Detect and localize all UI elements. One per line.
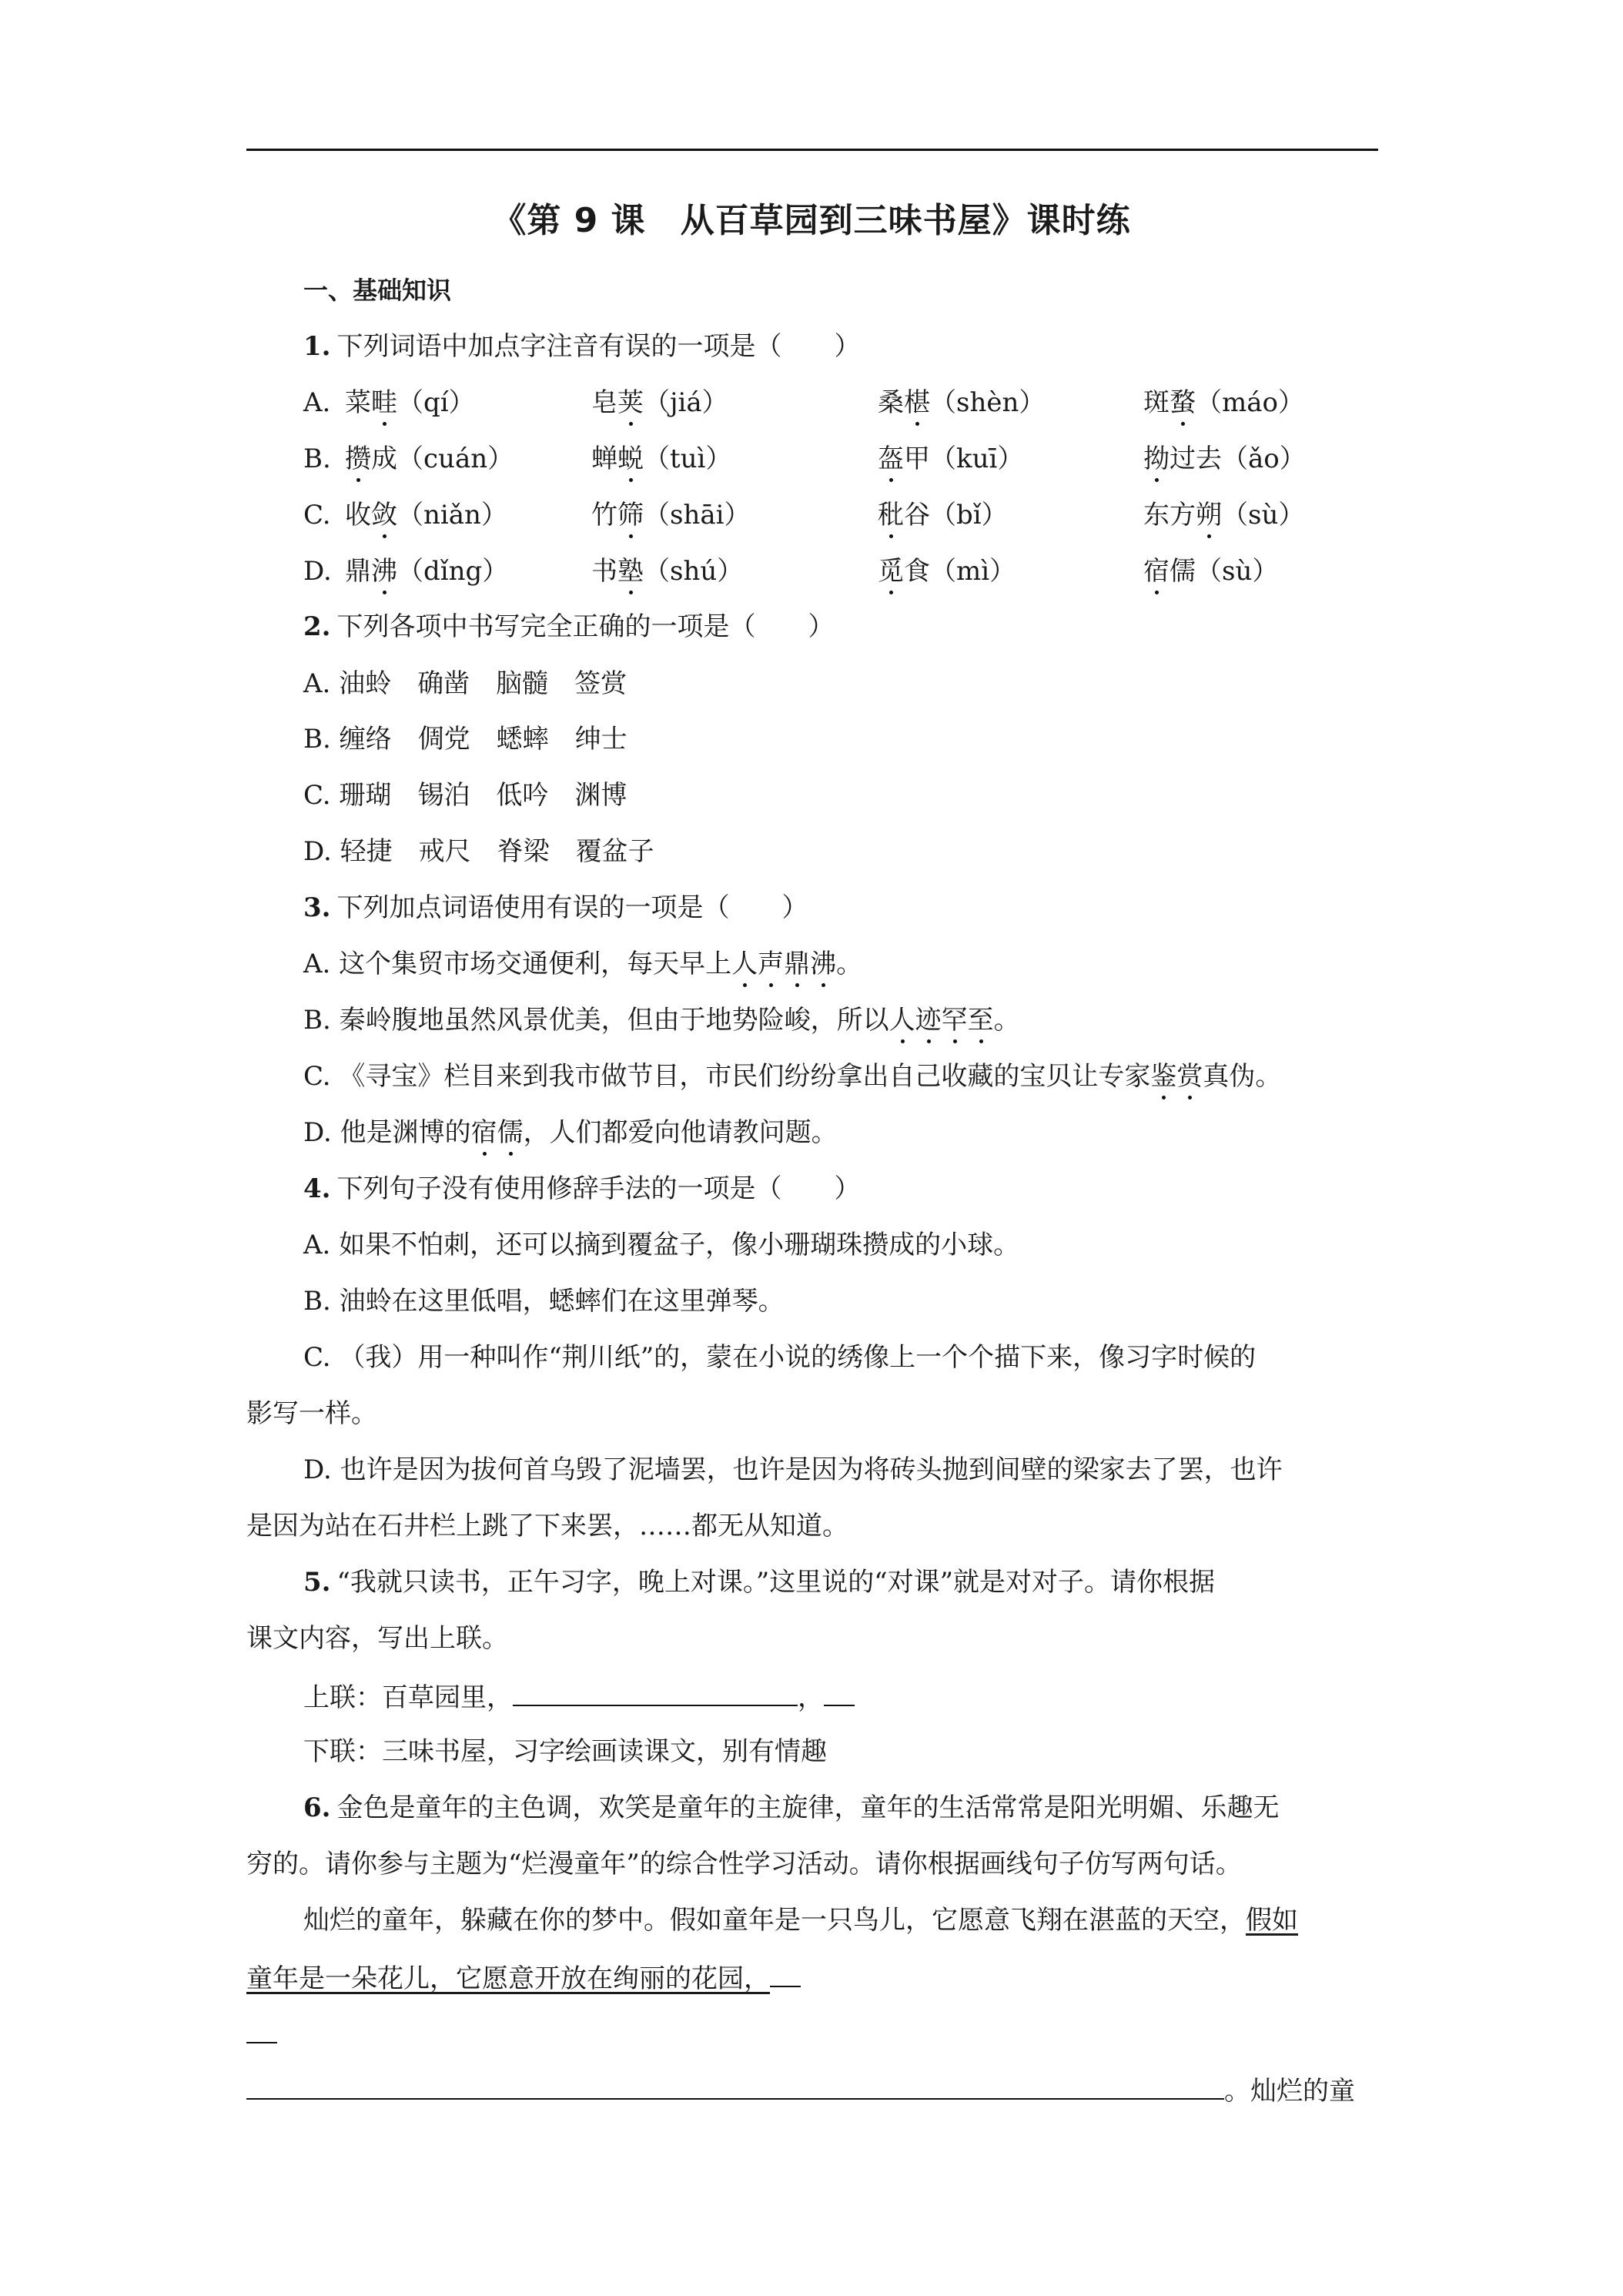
option-term: 竹筛（shāi） — [591, 500, 751, 530]
option-term: 秕谷（bǐ） — [878, 500, 1008, 530]
option-term: 皂荚（jiá） — [591, 387, 728, 418]
option-term: 觅食（mì） — [878, 556, 1016, 587]
dotted-term: 宿儒 — [470, 1117, 524, 1148]
question-number: 6. — [303, 1792, 331, 1823]
question-stem: 金色是童年的主色调，欢笑是童年的主旋律，童年的生活常常是阳光明媚、乐趣无 — [336, 1792, 1280, 1823]
option-b: B. 油蛉在这里低唱，蟋蟀们在这里弹琴。 — [303, 1286, 785, 1317]
dotted-character: 椹 — [904, 387, 930, 418]
underlined-sentence: 假如 — [1246, 1905, 1298, 1936]
question-4 — [303, 1172, 861, 1206]
dotted-character: 盔 — [878, 443, 904, 474]
question-3 — [303, 891, 808, 925]
option-d: D. 他是渊博的宿儒，人们都爱向他请教问题。 — [303, 1117, 838, 1148]
question-stem: 下列加点词语使用有误的一项是（ ） — [336, 892, 808, 923]
question-number: 5. — [303, 1567, 331, 1598]
question-2 — [303, 610, 835, 644]
option-letter: C. — [303, 500, 331, 530]
question-5 — [303, 1565, 1215, 1599]
option-letter: B. — [303, 443, 331, 474]
answer-blank[interactable] — [513, 1678, 798, 1706]
question-stem: 下列句子没有使用修辞手法的一项是（ ） — [336, 1173, 861, 1204]
dotted-character: 朔 — [1196, 500, 1222, 530]
dotted-character: 沸 — [371, 556, 397, 587]
question-stem: “我就只读书，正午习字，晚上对课。”这里说的“对课”就是对对子。请你根据 — [336, 1567, 1216, 1598]
option-d: D. 也许是因为拔何首乌毁了泥墙罢，也许是因为将砖头抛到间壁的梁家去了罢，也许 — [303, 1454, 1283, 1485]
question-stem: 下列词语中加点字注音有误的一项是（ ） — [336, 331, 861, 362]
option-term: 斑蝥（máo） — [1143, 387, 1304, 418]
dotted-term: 人迹罕至 — [888, 1005, 994, 1036]
answer-blank[interactable] — [246, 2072, 1224, 2100]
dotted-term: 鉴赏 — [1150, 1061, 1203, 1092]
question-1 — [303, 330, 861, 363]
option-term: 拗过去（ǎo） — [1143, 443, 1306, 474]
dotted-character: 筛 — [617, 500, 644, 530]
option-a: A. 油蛉 确凿 脑髓 签赏 — [303, 668, 627, 699]
dotted-character: 觅 — [878, 556, 904, 587]
option-c: C. 《寻宝》栏目来到我市做节目，市民们纷纷拿出自己收藏的宝贝让专家鉴赏真伪。 — [303, 1061, 1282, 1092]
answer-blank[interactable] — [770, 1960, 801, 1987]
dotted-character: 蝥 — [1170, 387, 1196, 418]
header-rule — [246, 149, 1378, 151]
upper-couplet: 上联：百草园里， ， — [303, 1678, 855, 1715]
option-b: B. 缠络 倜党 蟋蟀 绅士 — [303, 724, 627, 755]
dotted-character: 蜕 — [617, 443, 644, 474]
option-term: 菜畦（qí） — [345, 387, 475, 418]
passage-line — [246, 1960, 801, 1996]
dotted-character: 拗 — [1143, 443, 1170, 474]
passage-line: 灿烂的童年，躲藏在你的梦中。假如童年是一只鸟儿，它愿意飞翔在湛蓝的天空，假如 — [303, 1905, 1298, 1936]
option-letter: D. — [303, 556, 332, 587]
option-c: C. （我）用一种叫作“荆川纸”的，蒙在小说的绣像上一个个描下来，像习字时候的 — [303, 1342, 1257, 1373]
question-6-continued: 穷的。请你参与主题为“烂漫童年”的综合性学习活动。请你根据画线句子仿写两句话。 — [246, 1849, 1242, 1879]
answer-blank-line[interactable] — [246, 2016, 277, 2052]
question-6 — [303, 1791, 1280, 1825]
option-c: C. 珊瑚 锡泊 低吟 渊博 — [303, 780, 627, 811]
option-term: 鼎沸（dǐng） — [345, 556, 509, 587]
answer-line: 。灿烂的童 — [246, 2072, 1355, 2108]
lower-couplet: 下联：三味书屋，习字绘画读课文，别有情趣 — [303, 1736, 827, 1767]
dotted-character: 秕 — [878, 500, 904, 530]
option-term: 收敛（niǎn） — [345, 500, 507, 530]
dotted-character: 宿 — [1143, 556, 1170, 587]
answer-blank[interactable] — [824, 1678, 855, 1706]
option-term: 桑椹（shèn） — [878, 387, 1046, 418]
option-c-continued: 影写一样。 — [246, 1398, 377, 1429]
section-heading: 一、基础知识 — [303, 276, 452, 305]
dotted-character: 畦 — [371, 387, 397, 418]
option-a: A. 如果不怕刺，还可以摘到覆盆子，像小珊瑚珠攒成的小球。 — [303, 1230, 1020, 1260]
option-a: A. 这个集贸市场交通便利，每天早上人声鼎沸。 — [303, 949, 863, 979]
option-term: 东方朔（sù） — [1143, 500, 1305, 530]
question-number: 4. — [303, 1173, 331, 1204]
option-d-continued: 是因为站在石井栏上跳了下来罢，……都无从知道。 — [246, 1511, 848, 1541]
option-term: 蝉蜕（tuì） — [591, 443, 732, 474]
question-number: 1. — [303, 331, 331, 362]
underlined-sentence: 童年是一朵花儿，它愿意开放在绚丽的花园， — [246, 1963, 770, 1994]
dotted-character: 敛 — [371, 500, 397, 530]
page-title: 《第 9 课 从百草园到三味书屋》课时练 — [492, 201, 1131, 240]
dotted-character: 塾 — [617, 556, 644, 587]
option-term: 宿儒（sù） — [1143, 556, 1279, 587]
dotted-character: 攒 — [345, 443, 371, 474]
option-term: 书塾（shú） — [591, 556, 744, 587]
option-d: D. 轻捷 戒尺 脊梁 覆盆子 — [303, 836, 654, 867]
dotted-term: 人声鼎沸 — [731, 949, 837, 979]
question-5-continued: 课文内容，写出上联。 — [246, 1623, 508, 1654]
option-term: 盔甲（kuī） — [878, 443, 1024, 474]
dotted-character: 荚 — [617, 387, 644, 418]
option-b: B. 秦岭腹地虽然风景优美，但由于地势险峻，所以人迹罕至。 — [303, 1005, 1020, 1036]
option-term: 攒成（cuán） — [345, 443, 514, 474]
option-letter: A. — [303, 387, 331, 418]
question-number: 2. — [303, 611, 331, 642]
question-number: 3. — [303, 892, 331, 923]
question-stem: 下列各项中书写完全正确的一项是（ ） — [336, 611, 835, 642]
